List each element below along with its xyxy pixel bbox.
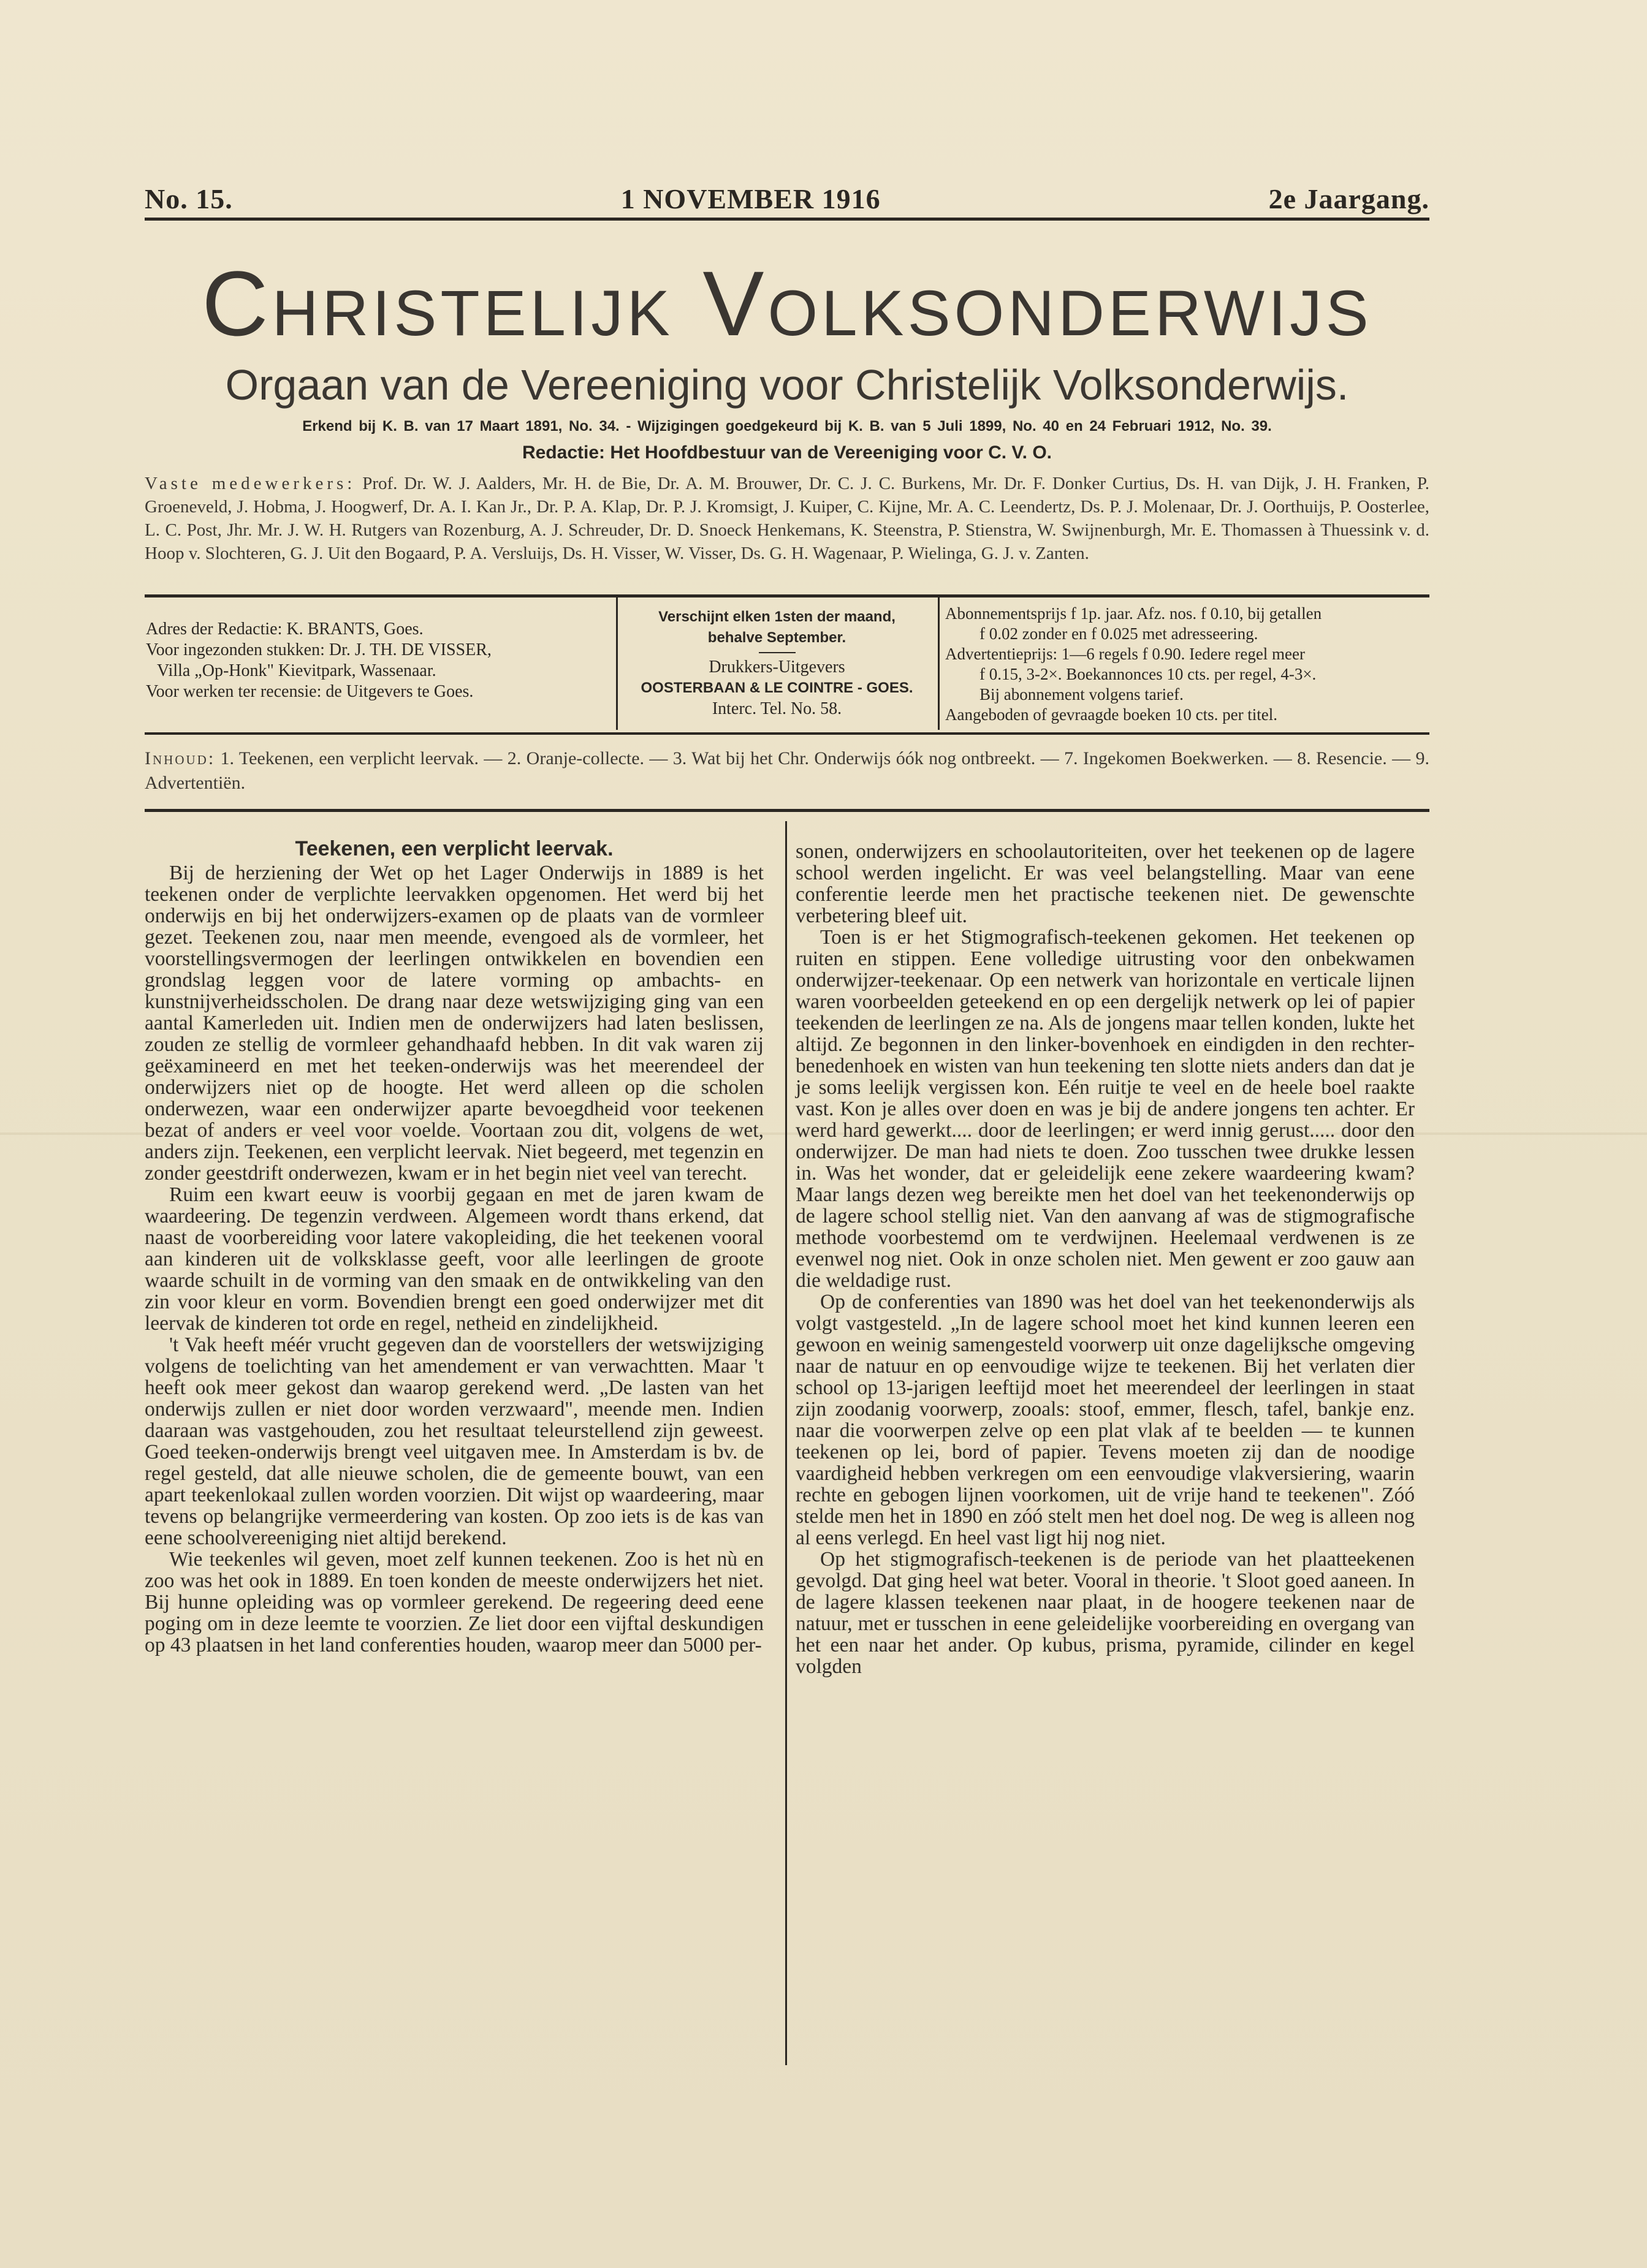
info-right-line: Advertentieprijs: 1—6 regels f 0.90. Iedere regel meer <box>945 645 1306 663</box>
newspaper-subtitle: Orgaan van de Vereeniging voor Christelijk Volksonderwijs. <box>225 361 1349 409</box>
info-center-line: behalve September. <box>707 629 846 646</box>
article-heading: Teekenen, een verplicht leervak. <box>295 837 614 860</box>
volume: 2e Jaargang. <box>1268 183 1429 214</box>
info-center-block <box>622 607 932 719</box>
issue-number: No. 15. <box>145 183 233 214</box>
info-right-line: Aangeboden of gevraagde boeken 10 cts. per titel. <box>945 705 1278 724</box>
contents-text: 1. Teekenen, een verplicht leervak. — 2. Oranje-collecte. — 3. Wat bij het Chr. Onderwijs óók nog ontbreekt. — 7. Ingekomen Boekwerken. — 8. Resencie. — 9. Advertentiën. <box>145 748 1430 793</box>
info-left-block <box>146 619 606 702</box>
masthead-top-line <box>145 183 1429 215</box>
article-paragraph: 't Vak heeft méér vrucht gegeven dan de voorstellers der wetswijziging volgens de toelichting van het amendement er van verwachtten. Maar 't heeft ook meer gekost dan waarop gerekend werd. „De lasten van het onderwijs zullen er niet door worden verzwaard", meende men. Indien daaraan was vastgehouden, zou het resultaat teleurstellend zijn geweest. Goed teeken-onderwijs brengt veel uitgaven mee. In Amsterdam is bv. de regel gesteld, dat alle nieuwe scholen, die de gemeente bouwt, van een apart teekenlokaal zullen worden voorzien. Dit wijst op waardeering, maar tevens op belangrijke vermeerdering van kosten. Op zoo iets is de kas van eene schoolvereeniging niet altijd berekend. <box>145 1333 764 1549</box>
article-column-right <box>796 841 1415 1677</box>
info-separator-right <box>938 597 940 730</box>
article-paragraph: Op het stigmografisch-teekenen is de periode van het plaatteekenen gevolgd. Dat ging heel wat beter. Vooral in theorie. 't Sloot goed aaneen. In de lagere klassen teekenen naar plaat, in de hoogere teekenen naar de natuur, met er tusschen in eene geleidelijke voorbereiding en overgang van het een naar het ander. Op kubus, prisma, pyramide, cilinder en kegel volgden <box>796 1548 1415 1678</box>
info-center-line: Drukkers-Uitgevers <box>709 658 845 677</box>
info-right-line: f 0.02 zonder en f 0.025 met adresseering. <box>979 624 1258 643</box>
article-paragraph: Toen is er het Stigmografisch-teekenen gekomen. Het teekenen op ruiten en stippen. Eene volledige uitrusting voor den onbekwamen onderwijzer-teekenaar. Op een netwerk van horizontale en verticale lijnen waren voorbeelden geteekend en op een dergelijk netwerk op lei of papier teekenden de leerlingen ze na. Als de jongens maar tellen konden, lukte het altijd. Ze begonnen in den linker-bovenhoek en eindigden in den rechter-benedenhoek en wisten van hun teekening ten slotte niets anders dan dat je je soms leelijk vergissen kon. Eén ruitje te veel en de heele boel raakte vast. Kon je alles over doen en was je bij de andere jongens ten achter. Er werd hard gewerkt.... door de leerlingen; er werd innig gerust..... door den onderwijzer. De man had niets te doen. Zoo tusschen twee drukke lessen in. Was het wonder, dat er geleidelijk eene zekere waardeering kwam? Maar langs dezen weg bereikte men het doel van het teekenonderwijs op de lagere school stellig niet. Van den aanvang af was de stigmografische methode voorbestemd om te verdwijnen. Heelemaal verdwenen is ze evenwel nog niet. Ook in onze scholen niet. Men gewent er zoo gauw aan die weldadige rust. <box>796 926 1415 1292</box>
article-paragraph: Wie teekenles wil geven, moet zelf kunnen teekenen. Zoo is het nù en zoo was het ook in 1889. En toen konden de meeste onderwijzers het niet. Bij hunne opleiding was op vormleer gerekend. De regeering deed eene poging om in deze leemte te voorzien. Ze liet door een vijftal deskundigen op 43 plaatsen in het land conferenties houden, waarop meer dan 5000 per- <box>145 1548 764 1656</box>
editorial-board-line: Redactie: Het Hoofdbestuur van de Vereeniging voor C. V. O. <box>522 442 1052 463</box>
info-right-line: Abonnementsprijs f 1p. jaar. Afz. nos. f 0.10, bij getallen <box>945 604 1322 623</box>
info-center-line: OOSTERBAAN & LE COINTRE - GOES. <box>641 680 913 696</box>
header-rule <box>145 218 1429 221</box>
info-separator-left <box>616 597 618 730</box>
info-left-line: Voor ingezonden stukken: Dr. J. TH. DE VISSER, <box>146 640 492 659</box>
info-bottom-rule <box>145 732 1429 735</box>
info-right-line: Bij abonnement volgens tarief. <box>979 685 1184 704</box>
info-center-dash <box>759 652 796 653</box>
info-right-block <box>945 604 1429 725</box>
contributors-label: Vaste medewerkers: <box>145 474 356 493</box>
contents-bottom-rule <box>145 809 1429 812</box>
article-column-left <box>145 836 764 1656</box>
info-left-line: Voor werken ter recensie: de Uitgevers te Goes. <box>146 682 474 701</box>
article-paragraph: Op de conferenties van 1890 was het doel van het teekenonderwijs als volgt vastgesteld. „In de lagere school moet het kind kunnen leeren een gewoon en weinig samengesteld voorwerp uit onze dagelijksche omgeving naar de natuur en op eenvoudige wijze te teekenen. Bij het verlaten dier school op 13-jarigen leeftijd moet het meerendeel der leerlingen in staat zijn zoodanig voorwerp, zooals: stoof, emmer, flesch, tafel, bankje enz. naar die voorwerpen zelve op een plat vlak af te beelden — te kunnen teekenen op lei, bord of papier. Tevens moeten zij dan de noodige vaardigheid hebben verkregen om een eenvoudige vlakversiering, waarin rechte en gebogen lijnen voorkomen, uit de vrije hand te teekenen". Zóó stelde men het in 1890 en zóó stelt men het doel nog. De weg is alleen nog al eens verlegd. En heel vast ligt hij nog niet. <box>796 1291 1415 1549</box>
contents-label: Inhoud: <box>145 748 216 768</box>
info-center-line: Verschijnt elken 1sten der maand, <box>658 609 896 625</box>
contributors-names: Prof. Dr. W. J. Aalders, Mr. H. de Bie, Dr. A. M. Brouwer, Dr. C. J. C. Burkens, Mr. Dr. F. Donker Curtius, Ds. H. van Dijk, J. H. Franken, P. Groeneveld, J. Hobma, J. Hoogwerf, Dr. A. I. Kan Jr., Dr. P. A. Klap, Dr. P. J. Kromsigt, J. Kuiper, C. Kijne, Mr. A. C. Leendertz, Ds. P. J. Molenaar, Dr. J. Oorthuijs, P. Oosterlee, L. C. Post, Jhr. Mr. J. W. H. Rutgers van Rozenburg, A. J. Schreuder, Dr. D. Snoeck Henkemans, K. Steenstra, P. Stienstra, W. Swijnenburgh, Mr. E. Thomassen à Thuessink v. d. Hoop v. Slochteren, G. J. Uit den Bogaard, P. A. Versluijs, Ds. H. Visser, W. Visser, Ds. G. H. Wagenaar, P. Wielinga, G. J. v. Zanten. <box>145 474 1429 563</box>
article-paragraph: Ruim een kwart eeuw is voorbij gegaan en met de jaren kwam de waardeering. De tegenzin verdween. Algemeen wordt thans erkend, dat naast de voorbereiding voor latere vakopleiding, die het teekenen vooral aan kinderen uit de volksklasse geeft, voor alle leerlingen de groote waarde schuilt in de vorming van den smaak en de ontwikkeling van den zin voor kleur en vorm. Bovendien brengt een goed onderwijzer met dit leervak de kinderen tot orde en regel, netheid en zindelijkheid. <box>145 1183 764 1335</box>
issue-date: 1 NOVEMBER 1916 <box>620 183 881 214</box>
royal-decree-line: Erkend bij K. B. van 17 Maart 1891, No. 34. - Wijzigingen goedgekeurd bij K. B. van 5 Juli 1899, No. 40 en 24 Februari 1912, No. 39. <box>302 418 1272 434</box>
table-of-contents <box>145 746 1429 795</box>
info-left-line: Adres der Redactie: K. BRANTS, Goes. <box>146 620 424 639</box>
article-paragraph: Bij de herziening der Wet op het Lager Onderwijs in 1889 is het teekenen onder de verplichte leervakken opgenomen. Het werd bij het onderwijs en bij het onderwijzers-examen op de plaats van de vormleer gezet. Teekenen zou, naar men meende, evengoed als de vormleer, het voorstellingsvermogen der leerlingen ontwikkelen en bovendien een grondslag leggen voor de latere vorming op ambachts- en kunstnijverheidsscholen. De drang naar deze wetswijziging ging van een aantal Kamerleden uit. Indien men de onderwijzers had laten beslissen, zouden ze stellig de vormleer gehandhaafd hebben. In dit vak waren zij geëxamineerd en met het teeken-onderwijs was het meerendeel der onderwijzers niet op de hoogte. Het werd alleen op die scholen onderwezen, waar een onderwijzer aparte bevoegdheid voor teekenen bezat of anders er veel voor voelde. Voortaan zou dit, volgens de wet, anders zijn. Teekenen, een verplicht leervak. Niet begeerd, met tegenzin en zonder geestdrift onderwezen, kwam er in het begin niet veel van terecht. <box>145 862 764 1185</box>
info-right-line: f 0.15, 3-2×. Boekannonces 10 cts. per regel, 4-3×. <box>979 665 1317 683</box>
contributors-block <box>145 472 1429 565</box>
article-paragraph: sonen, onderwijzers en schoolautoriteiten, over het teekenen op de lagere school werden ingelicht. Er was veel belangstelling. Maar van eene conferentie leerde men het practische teekenen niet. De gewenschte verbetering bleef uit. <box>796 840 1415 927</box>
column-separator <box>785 821 787 2065</box>
info-center-line: Interc. Tel. No. 58. <box>712 699 842 718</box>
info-top-rule <box>145 594 1429 597</box>
newspaper-title: Christelijk Volksonderwijs <box>202 252 1372 355</box>
info-left-line: Villa „Op-Honk" Kievitpark, Wassenaar. <box>157 661 436 680</box>
